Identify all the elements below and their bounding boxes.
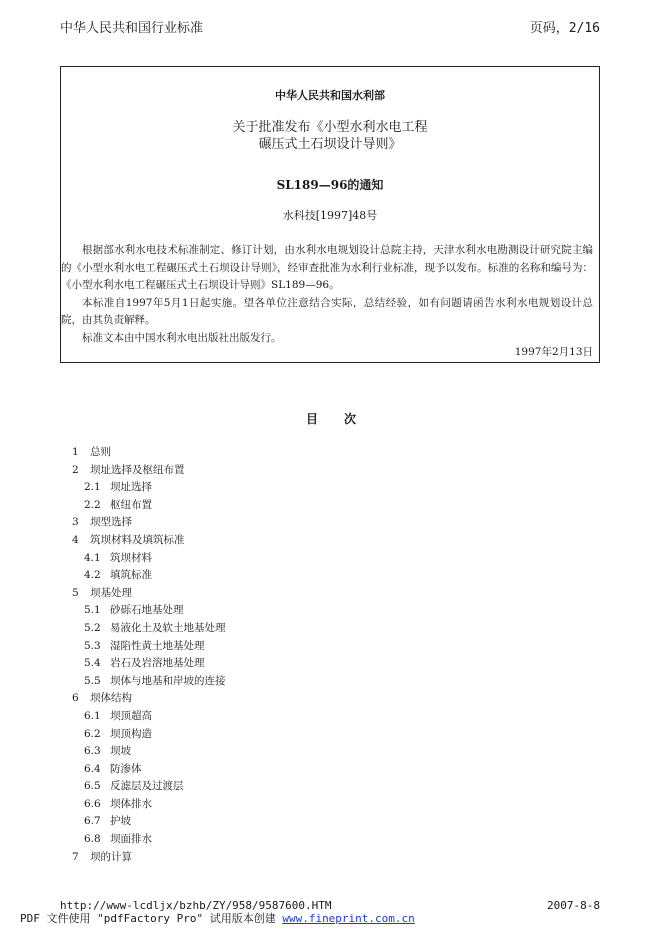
toc-item-number: 5.5 (84, 674, 101, 687)
toc-item[interactable] (72, 497, 226, 515)
toc-item-label: 坝面排水 (110, 833, 152, 846)
toc-item-number: 6.3 (84, 745, 101, 758)
document-number: 水科技[1997]48号 (282, 209, 378, 222)
toc-item-label: 筑坝材料 (110, 551, 152, 564)
toc-item[interactable] (72, 690, 226, 708)
toc-item-label: 总则 (90, 446, 111, 458)
toc-item-number: 6.2 (84, 727, 101, 740)
toc-item-number: 6.1 (84, 709, 101, 722)
notice-title-line-2: 碾压式土石坝设计导则》 (258, 137, 402, 152)
toc-item-label: 坝顶构造 (110, 727, 152, 740)
toc-item-number: 5.3 (84, 639, 101, 652)
notice-title (61, 119, 599, 153)
toc-item-label: 坝坡 (110, 745, 131, 758)
pdf-note-text: PDF 文件使用 "pdfFactory Pro" 试用版本创建 (20, 912, 283, 925)
notice-title-line-1: 关于批准发布《小型水利水电工程 (232, 120, 428, 135)
notice-body (61, 242, 593, 347)
toc-item[interactable] (72, 532, 226, 550)
approval-notice (60, 66, 600, 363)
toc-item-number: 4.2 (84, 569, 101, 582)
notice-paragraph: 标准文本由中国水利水电出版社出版发行。 (82, 331, 282, 344)
ministry-name: 中华人民共和国水利部 (275, 89, 385, 102)
toc-item-label: 坝顶超高 (110, 709, 152, 722)
toc-item-number: 3 (72, 516, 79, 529)
toc-item[interactable] (72, 743, 226, 761)
toc-item-number: 7 (72, 850, 79, 863)
pdf-creator-note (20, 910, 415, 926)
toc-item-label: 坝基处理 (90, 586, 132, 599)
toc-item-number: 4 (72, 533, 79, 546)
toc-item-number: 6.6 (84, 797, 101, 810)
toc-item[interactable] (72, 585, 226, 603)
toc-item[interactable] (72, 778, 226, 796)
toc-item[interactable] (72, 514, 226, 532)
toc-heading: 目次 (305, 412, 382, 426)
page-header-title: 中华人民共和国行业标准 (60, 21, 204, 36)
toc-item-number: 6.4 (84, 762, 101, 775)
toc-item[interactable] (72, 831, 226, 849)
toc-item[interactable] (72, 620, 226, 638)
toc-item[interactable] (72, 444, 226, 462)
toc-item[interactable] (72, 655, 226, 673)
toc-item[interactable] (72, 462, 226, 480)
toc-item-number: 2.2 (84, 498, 101, 511)
toc-item-number: 4.1 (84, 551, 101, 564)
toc-item-label: 坝址选择及枢纽布置 (90, 463, 185, 476)
toc-item[interactable] (72, 673, 226, 691)
toc-item-label: 防渗体 (110, 762, 142, 775)
toc-item[interactable] (72, 796, 226, 814)
toc-item-label: 反滤层及过渡层 (110, 780, 184, 793)
toc-item[interactable] (72, 602, 226, 620)
notice-date: 1997年2月13日 (514, 346, 593, 358)
toc-item-number: 5 (72, 586, 79, 599)
footer-url: http://www-lcdljx/bzhb/ZY/958/9587600.HTM (60, 899, 332, 912)
toc-item-label: 坝体结构 (90, 692, 132, 705)
toc-item[interactable] (72, 567, 226, 585)
toc-item-label: 易液化土及软土地基处理 (110, 621, 226, 634)
toc-item[interactable] (72, 849, 226, 867)
toc-item-number: 5.1 (84, 604, 101, 617)
toc-item[interactable] (72, 708, 226, 726)
toc-item-number: 2 (72, 463, 79, 476)
toc-item-number: 2.1 (84, 481, 101, 494)
toc-item-label: 湿陷性黄土地基处理 (110, 639, 205, 652)
notice-subtitle: SL189—96的通知 (276, 178, 384, 192)
notice-paragraph: 本标准自1997年5月1日起实施。望各单位注意结合实际，总结经验，如有问题请函告水利水电规划设计总院，由其负责解释。 (61, 296, 593, 326)
toc-item-label: 坝体与地基和岸坡的连接 (110, 674, 226, 687)
toc-item-label: 岩石及岩溶地基处理 (110, 657, 205, 670)
page-number: 页码，2/16 (529, 21, 600, 36)
footer-date: 2007-8-8 (547, 899, 600, 912)
toc-item-number: 6.5 (84, 780, 101, 793)
toc-item-number: 6.7 (84, 815, 101, 828)
toc-item[interactable] (72, 550, 226, 568)
toc-item[interactable] (72, 638, 226, 656)
toc-item-number: 5.4 (84, 657, 101, 670)
toc-item-number: 6.8 (84, 833, 101, 846)
toc-item-number: 5.2 (84, 621, 101, 634)
toc-item[interactable] (72, 761, 226, 779)
toc-item-label: 护坡 (110, 815, 131, 828)
toc-item-label: 枢纽布置 (110, 498, 152, 511)
toc-item-number: 1 (72, 446, 79, 458)
toc-item[interactable] (72, 726, 226, 744)
toc-item[interactable] (72, 813, 226, 831)
toc-item-label: 坝址选择 (110, 481, 152, 494)
toc-item-number: 6 (72, 692, 79, 705)
toc-item-label: 填筑标准 (110, 569, 152, 582)
toc-item-label: 坝的计算 (90, 850, 132, 863)
toc-item[interactable] (72, 479, 226, 497)
fineprint-link[interactable]: www.fineprint.com.cn (282, 912, 415, 925)
toc-item-label: 坝体排水 (110, 797, 152, 810)
toc-item-label: 坝型选择 (90, 516, 132, 529)
toc-item-label: 砂砾石地基处理 (110, 604, 184, 617)
table-of-contents (72, 444, 226, 866)
notice-paragraph: 根据部水利水电技术标准制定、修订计划，由水利水电规划设计总院主持，天津水利水电勘测设计研究院主编的《小型水利水电工程碾压式土石坝设计导则》，经审查批准为水利行业标准，现予以发布。标准的名称和编号为：《小型水利水电工程碾压式土石坝设计导则》SL189—96。 (61, 244, 593, 291)
toc-item-label: 筑坝材料及填筑标准 (90, 533, 185, 546)
